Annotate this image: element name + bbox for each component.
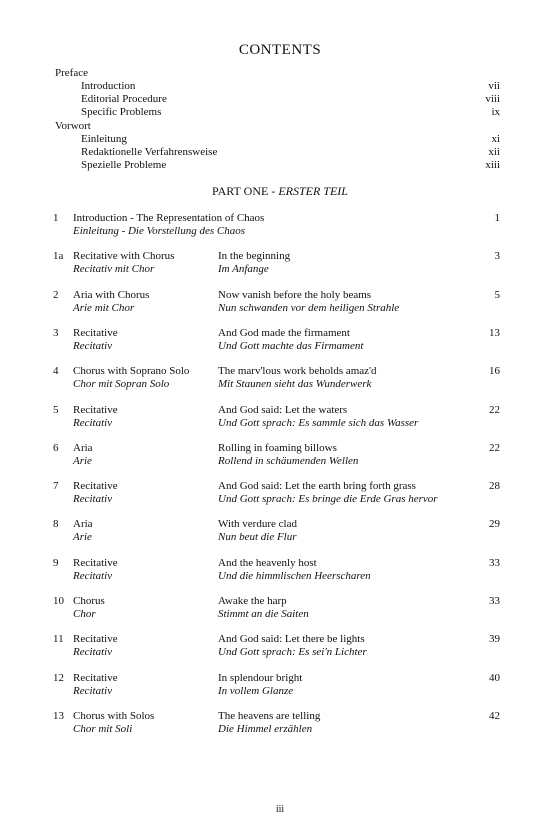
- entry-title-de: Und Gott sprach: Es sei'n Lichter: [218, 646, 367, 658]
- page-number: iii: [275, 804, 285, 815]
- entry-page: 28: [489, 480, 500, 492]
- entry-number: 4: [53, 365, 59, 377]
- entry-title-en: And the heavenly host: [218, 557, 317, 569]
- entry-page: 42: [489, 710, 500, 722]
- entry-title-en: And God said: Let the waters: [218, 404, 348, 416]
- entry-title-en: Rolling in foaming billows: [218, 442, 337, 454]
- entry-page: 1: [494, 212, 500, 224]
- toc-item-page: viii: [485, 93, 500, 105]
- entry-title-de: Und Gott sprach: Es sammle sich das Wasser: [218, 417, 419, 429]
- toc-item-page: xi: [491, 133, 500, 145]
- entry-number: 6: [53, 442, 59, 454]
- entry-title-de: Nun beut die Flur: [218, 531, 297, 543]
- entry-number: 10: [53, 595, 64, 607]
- entry-type-en: Recitative: [73, 557, 118, 569]
- entry-page: 3: [494, 250, 500, 262]
- section-heading-vorwort: Vorwort: [55, 120, 91, 132]
- toc-item-label: Introduction: [81, 80, 136, 92]
- entry-type-de: Arie: [73, 531, 92, 543]
- entry-number: 3: [53, 327, 59, 339]
- entry-type-de: Arie mit Chor: [73, 302, 135, 314]
- entry-type-en: Recitative: [73, 672, 118, 684]
- entry-page: 22: [489, 404, 500, 416]
- entry-type-en: Chorus with Solos: [73, 710, 155, 722]
- entry-type-en: Recitative with Chorus: [73, 250, 175, 262]
- entry-title-en: The marv'lous work beholds amaz'd: [218, 365, 377, 377]
- entry-title-de: Und Gott sprach: Es bringe die Erde Gras hervor: [218, 493, 438, 505]
- toc-item-label: Redaktionelle Verfahrensweise: [81, 146, 218, 158]
- entry-type-de: Einleitung - Die Vorstellung des Chaos: [73, 225, 246, 237]
- entry-number: 8: [53, 518, 59, 530]
- entry-title-en: And God said: Let there be lights: [218, 633, 365, 645]
- entry-title-en: In splendour bright: [218, 672, 303, 684]
- part-heading-en: PART ONE -: [212, 184, 279, 198]
- entry-title-de: Stimmt an die Saiten: [218, 608, 309, 620]
- entry-title-de: Die Himmel erzählen: [218, 723, 313, 735]
- entry-type-en: Aria: [73, 442, 93, 454]
- entry-type-de: Recitativ: [73, 340, 113, 352]
- toc-item-page: vii: [488, 80, 500, 92]
- entry-type-en: Introduction - The Representation of Chaos: [73, 212, 265, 224]
- entry-type-de: Recitativ: [73, 493, 113, 505]
- entry-title-en: With verdure clad: [218, 518, 297, 530]
- entry-type-de: Chor mit Sopran Solo: [73, 378, 170, 390]
- toc-item-page: ix: [491, 106, 500, 118]
- entry-number: 11: [53, 633, 64, 645]
- entry-page: 39: [489, 633, 500, 645]
- entry-type-en: Chorus with Soprano Solo: [73, 365, 190, 377]
- entry-title-de: Im Anfange: [218, 263, 269, 275]
- entry-type-de: Chor: [73, 608, 96, 620]
- entry-title-de: Und die himmlischen Heerscharen: [218, 570, 371, 582]
- toc-item-label: Spezielle Probleme: [81, 159, 167, 171]
- entry-title-en: In the beginning: [218, 250, 291, 262]
- entry-page: 13: [489, 327, 500, 339]
- entry-type-de: Recitativ: [73, 646, 113, 658]
- entry-page: 33: [489, 557, 500, 569]
- entry-type-de: Chor mit Soli: [73, 723, 133, 735]
- entry-type-de: Recitativ mit Chor: [73, 263, 155, 275]
- entry-title-en: And God made the firmament: [218, 327, 350, 339]
- entry-number: 1: [53, 212, 59, 224]
- entry-title-de: Und Gott machte das Firmament: [218, 340, 364, 352]
- entry-number: 13: [53, 710, 64, 722]
- entry-type-en: Aria with Chorus: [73, 289, 150, 301]
- part-heading: [0, 184, 560, 199]
- entry-title-en: Awake the harp: [218, 595, 287, 607]
- entry-number: 9: [53, 557, 59, 569]
- entry-title-en: The heavens are telling: [218, 710, 321, 722]
- toc-item-page: xii: [488, 146, 500, 158]
- entry-number: 2: [53, 289, 59, 301]
- entry-title-en: Now vanish before the holy beams: [218, 289, 372, 301]
- entry-title-en: And God said: Let the earth bring forth grass: [218, 480, 416, 492]
- toc-item-label: Editorial Procedure: [81, 93, 167, 105]
- entry-type-en: Recitative: [73, 327, 118, 339]
- entry-number: 5: [53, 404, 59, 416]
- entry-type-de: Recitativ: [73, 570, 113, 582]
- entry-page: 5: [494, 289, 500, 301]
- toc-item-label: Specific Problems: [81, 106, 162, 118]
- entry-page: 33: [489, 595, 500, 607]
- entry-type-en: Recitative: [73, 404, 118, 416]
- page-title: CONTENTS: [238, 42, 322, 58]
- part-heading-de: ERSTER TEIL: [278, 184, 348, 198]
- entry-title-de: In vollem Glanze: [218, 685, 294, 697]
- entry-type-de: Arie: [73, 455, 92, 467]
- entry-title-de: Nun schwanden vor dem heiligen Strahle: [218, 302, 400, 314]
- entry-type-en: Recitative: [73, 633, 118, 645]
- toc-item-label: Einleitung: [81, 133, 127, 145]
- entry-number: 12: [53, 672, 64, 684]
- toc-item-page: xiii: [485, 159, 500, 171]
- entry-type-en: Chorus: [73, 595, 105, 607]
- entry-title-de: Rollend in schäumenden Wellen: [218, 455, 359, 467]
- entry-page: 40: [489, 672, 500, 684]
- entry-title-de: Mit Staunen sieht das Wunderwerk: [218, 378, 372, 390]
- entry-type-de: Recitativ: [73, 685, 113, 697]
- entry-type-en: Aria: [73, 518, 93, 530]
- entry-page: 16: [489, 365, 500, 377]
- entry-type-de: Recitativ: [73, 417, 113, 429]
- entry-type-en: Recitative: [73, 480, 118, 492]
- entry-number: 1a: [53, 250, 64, 262]
- entry-number: 7: [53, 480, 59, 492]
- section-heading-preface: Preface: [55, 67, 88, 79]
- entry-page: 29: [489, 518, 500, 530]
- entry-page: 22: [489, 442, 500, 454]
